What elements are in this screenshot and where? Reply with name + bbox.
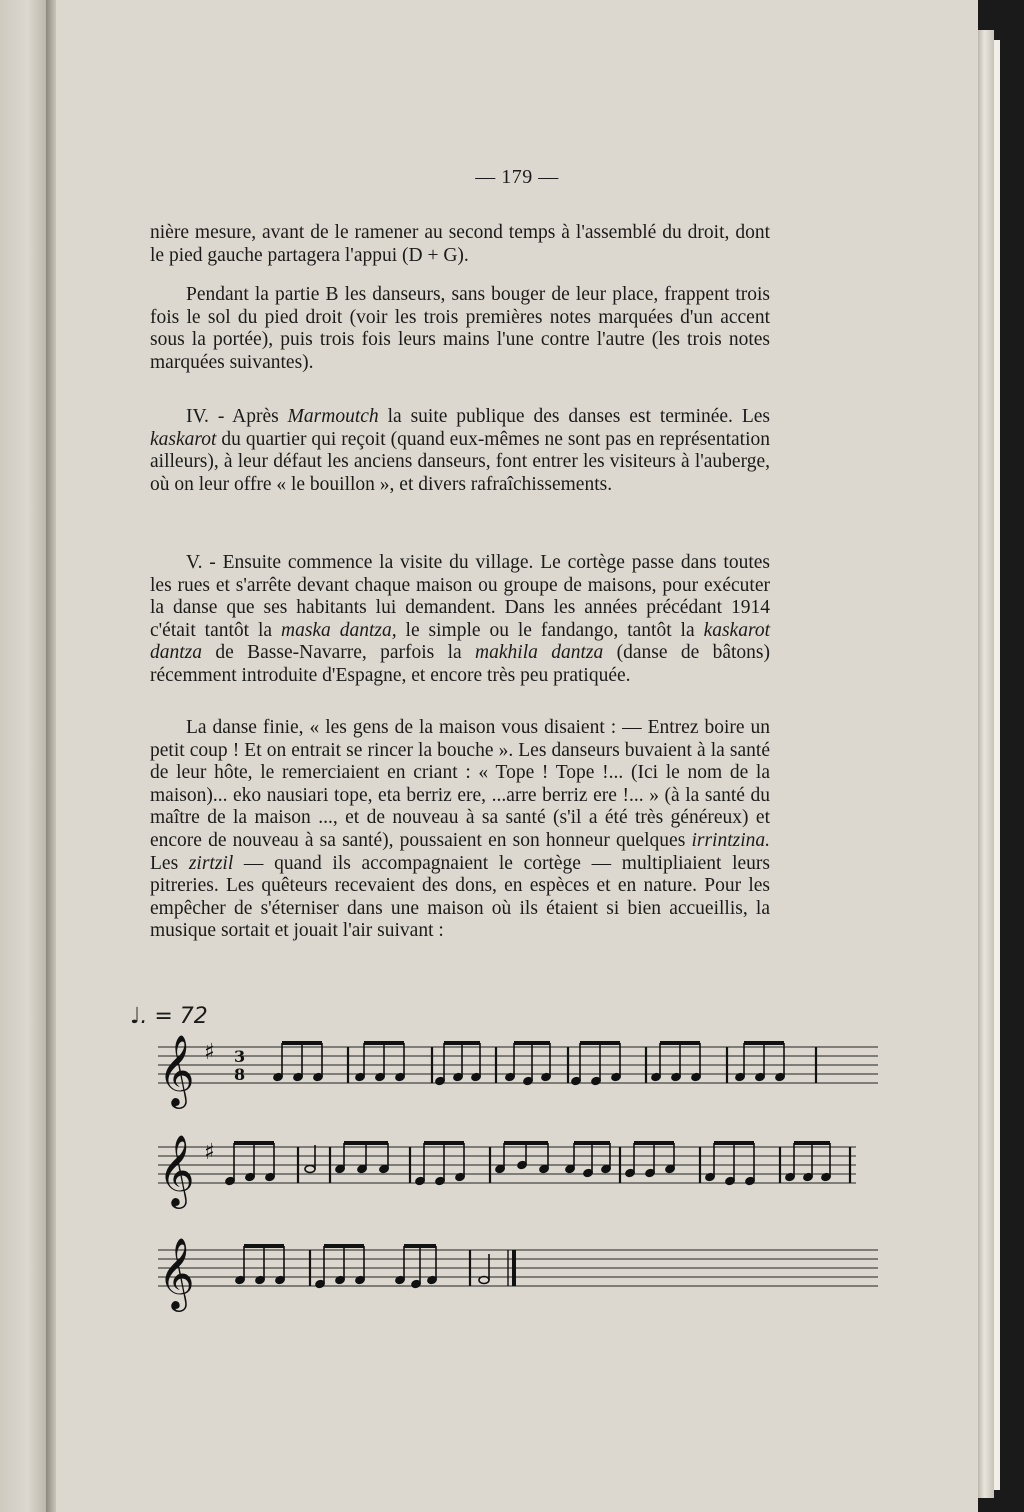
- paragraph-2: Pendant la partie B les danseurs, sans bouger de leur place, frappent trois fois le sol du pied droit (voir les trois premières notes marquées d'un accent sous la portée), puis trois fois leurs mains l'une contre l'autre (les trois notes marquées suivantes).: [150, 284, 770, 373]
- page-number: — 179 —: [475, 166, 559, 188]
- paragraph-1: nière mesure, avant de le ramener au second temps à l'assemblé du droit, dont le pied gauche partagera l'appui (D + G).: [150, 222, 770, 266]
- tempo-marking: ♩. = 72: [130, 1004, 208, 1029]
- p3-italic-kaskarot: kaskarot: [150, 428, 217, 450]
- treble-clef: 𝄞: [158, 1033, 195, 1106]
- p4-text-d: (danse de bâtons) récemment introduite d'Espagne, et encore très peu pratiquée.: [150, 642, 770, 686]
- key-signature-sharp: ♯: [204, 1040, 215, 1065]
- paragraph-4: [150, 552, 770, 688]
- notes: [225, 1043, 850, 1289]
- paragraph-continuation: [150, 222, 770, 267]
- p5-text-b: Les: [150, 852, 189, 874]
- p4-italic-kaskarot-dantza: kaskarot dantza: [150, 619, 770, 664]
- p4-italic-maska-dantza: maska dantza,: [280, 619, 397, 641]
- p5-text-c: — quand ils accompagnaient le cortège — multipliaient leurs pitreries. Les quêteurs recevaient des dons, en espèces et en nature. Pour les empêcher de s'éterniser dans une maison où ils étaient si bien accueillis, la musique sortait et jouait l'air suivant :: [150, 852, 770, 942]
- paragraph-danse-finie: [150, 717, 770, 943]
- p5-italic-irrintzina: irrintzina.: [691, 829, 770, 851]
- p3-text-b: la suite publique des danses est terminée. Les: [378, 406, 770, 427]
- time-signature-bottom: 8: [234, 1065, 246, 1084]
- key-signature-sharp: ♯: [204, 1140, 215, 1165]
- note-head-dotted: [305, 1166, 315, 1173]
- p5-italic-zirtzil: zirtzil: [188, 852, 234, 874]
- treble-clef: 𝄞: [158, 1236, 195, 1309]
- p3-text-c: du quartier qui reçoit (quand eux-mêmes ne sont pas en représentation ailleurs), à leur défaut les anciens danseurs, font entrer les visiteurs à l'auberge, où on leur offre « le bouillon », et divers rafraîchissements.: [150, 428, 770, 495]
- clefs: [158, 1033, 245, 1312]
- music-score: [100, 1000, 880, 1330]
- p4-text-b: le simple ou le fandango, tantôt la: [396, 619, 704, 641]
- left-page-margin: [0, 0, 46, 1512]
- paragraph-3: [150, 406, 770, 496]
- section-iv: [150, 406, 770, 496]
- p3-italic-marmoutch: Marmoutch: [287, 406, 379, 427]
- p4-text-a: V. - Ensuite commence la visite du village. Le cortège passe dans toutes les rues et s'arrête devant chaque maison ou groupe de maisons, pour exécuter la danse que ses habitants lui demandent. Dans les années précédant 1914 c'était tantôt la: [150, 552, 770, 641]
- paragraph-partie-b: [150, 284, 770, 374]
- paragraph-5: [150, 717, 770, 943]
- page-edge-highlight: [994, 40, 1000, 1490]
- note-head-dotted: [479, 1277, 489, 1284]
- p4-italic-makhila-dantza: makhila dantza: [475, 642, 604, 664]
- p3-text-a: IV. - Après: [186, 406, 288, 427]
- p5-text-a: La danse finie, « les gens de la maison vous disaient : — Entrez boire un petit coup ! Et on entrait se rincer la bouche ». Les danseurs buvaient à la santé de leur hôte, le remerciaient en criant : « Tope ! Tope !... (Ici le nom de la maison)... eko nausiari tope, eta berriz ere, ...arre berriz ere !... » (à la santé du maître de la maison ..., et de nouveau à sa santé (s'il a été très généreux) et encore de nouveau à sa santé), poussaient en son honneur quelques: [150, 717, 770, 851]
- time-signature-top: 3: [234, 1047, 246, 1066]
- p4-text-c: de Basse-Navarre, parfois la: [202, 642, 476, 664]
- page-edge: [978, 30, 994, 1498]
- treble-clef: 𝄞: [158, 1133, 195, 1206]
- section-v: [150, 552, 770, 688]
